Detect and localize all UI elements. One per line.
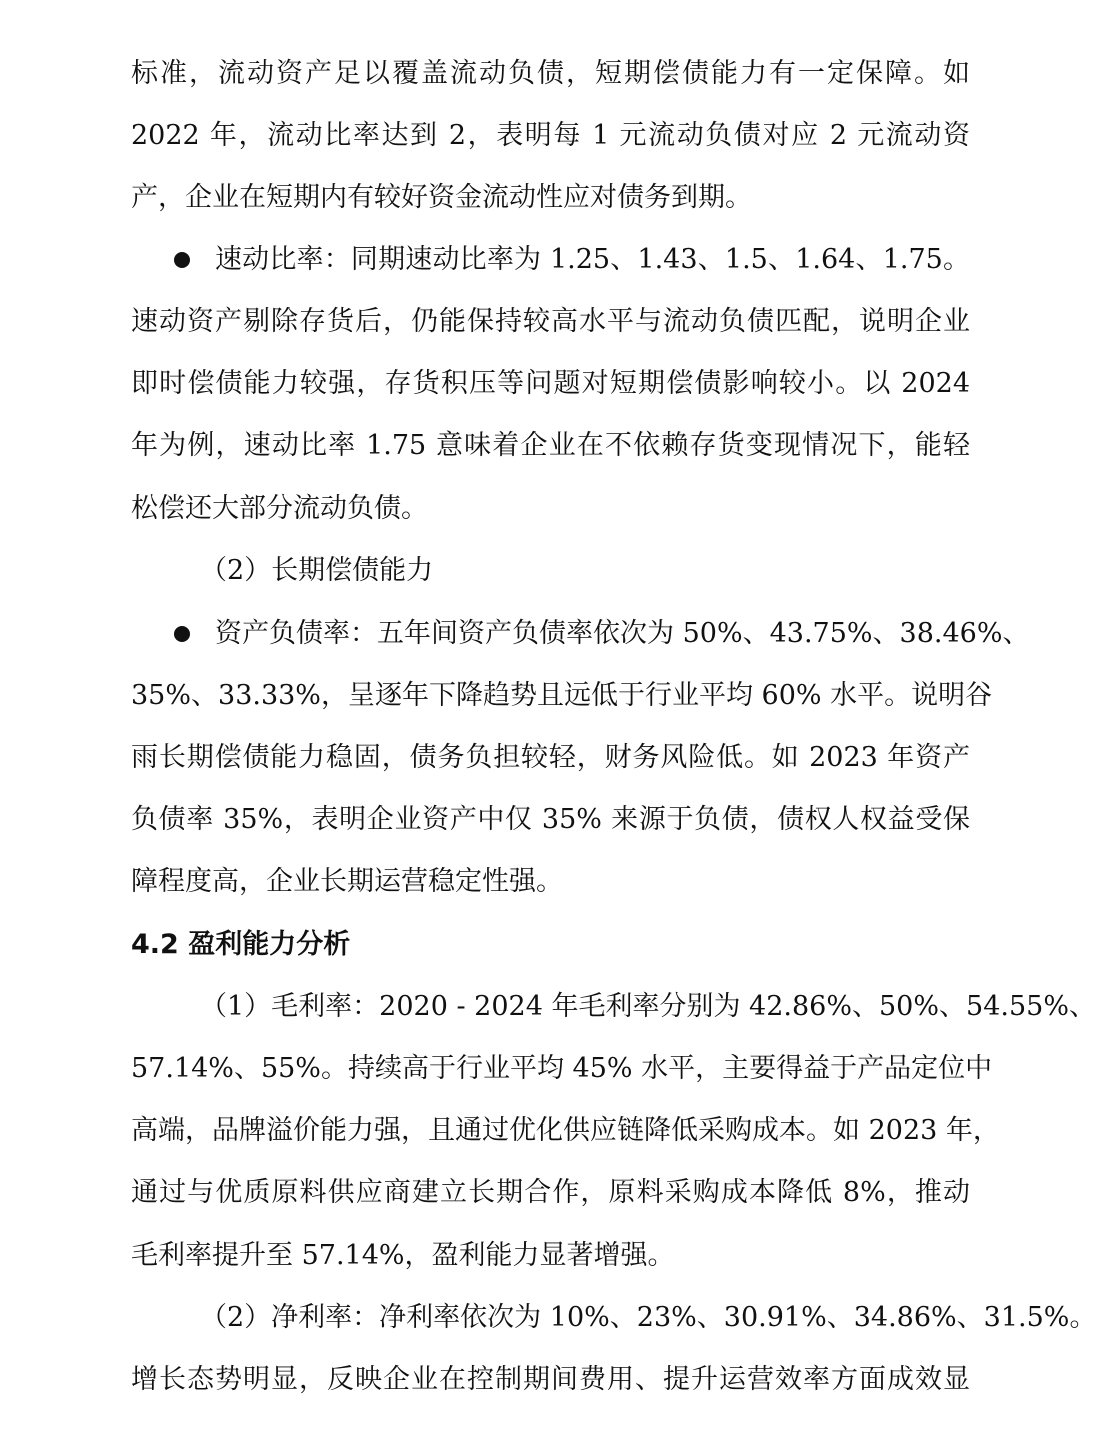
paragraph-line: 通过与优质原料供应商建立长期合作，原料采购成本降低 8%，推动	[131, 1177, 970, 1208]
paragraph-line: 负债率 35%，表明企业资产中仅 35% 来源于负债，债权人权益受保	[131, 804, 970, 835]
paragraph-line: 障程度高，企业长期运营稳定性强。	[131, 866, 563, 897]
section-heading: 4.2 盈利能力分析	[131, 929, 351, 960]
paragraph-line: 速动资产剔除存货后，仍能保持较高水平与流动负债匹配，说明企业	[131, 306, 970, 337]
paragraph-line: 即时偿债能力较强，存货积压等问题对短期偿债影响较小。以 2024	[131, 368, 970, 399]
paragraph-gross-margin: （1）毛利率：2020 - 2024 年毛利率分别为 42.86%、50%、54.55%、	[200, 991, 1096, 1022]
paragraph-line: 毛利率提升至 57.14%，盈利能力显著增强。	[131, 1240, 675, 1271]
bullet-icon	[174, 252, 190, 268]
paragraph-line: 松偿还大部分流动负债。	[131, 493, 428, 524]
paragraph-line: 标准，流动资产足以覆盖流动负债，短期偿债能力有一定保障。如	[131, 58, 970, 89]
paragraph-line: 高端，品牌溢价能力强，且通过优化供应链降低采购成本。如 2023 年，	[131, 1115, 1000, 1146]
paragraph-line: 2022 年，流动比率达到 2，表明每 1 元流动负债对应 2 元流动资	[131, 120, 970, 151]
bullet-item-quick-ratio: 速动比率：同期速动比率为 1.25、1.43、1.5、1.64、1.75。	[215, 244, 970, 275]
paragraph-net-margin: （2）净利率：净利率依次为 10%、23%、30.91%、34.86%、31.5%。	[200, 1302, 1096, 1333]
bullet-item-debt-ratio: 资产负债率：五年间资产负债率依次为 50%、43.75%、38.46%、	[215, 618, 1030, 649]
paragraph-line: 雨长期偿债能力稳固，债务负担较轻，财务风险低。如 2023 年资产	[131, 742, 970, 773]
paragraph-line: 增长态势明显，反映企业在控制期间费用、提升运营效率方面成效显	[131, 1364, 970, 1395]
paragraph-line: 产，企业在短期内有较好资金流动性应对债务到期。	[131, 182, 752, 213]
subsection-title: （2）长期偿债能力	[200, 555, 434, 586]
paragraph-line: 年为例，速动比率 1.75 意味着企业在不依赖存货变现情况下，能轻	[131, 430, 970, 461]
paragraph-line: 57.14%、55%。持续高于行业平均 45% 水平，主要得益于产品定位中	[131, 1053, 993, 1084]
paragraph-line: 35%、33.33%，呈逐年下降趋势且远低于行业平均 60% 水平。说明谷	[131, 680, 993, 711]
bullet-icon	[174, 626, 190, 642]
